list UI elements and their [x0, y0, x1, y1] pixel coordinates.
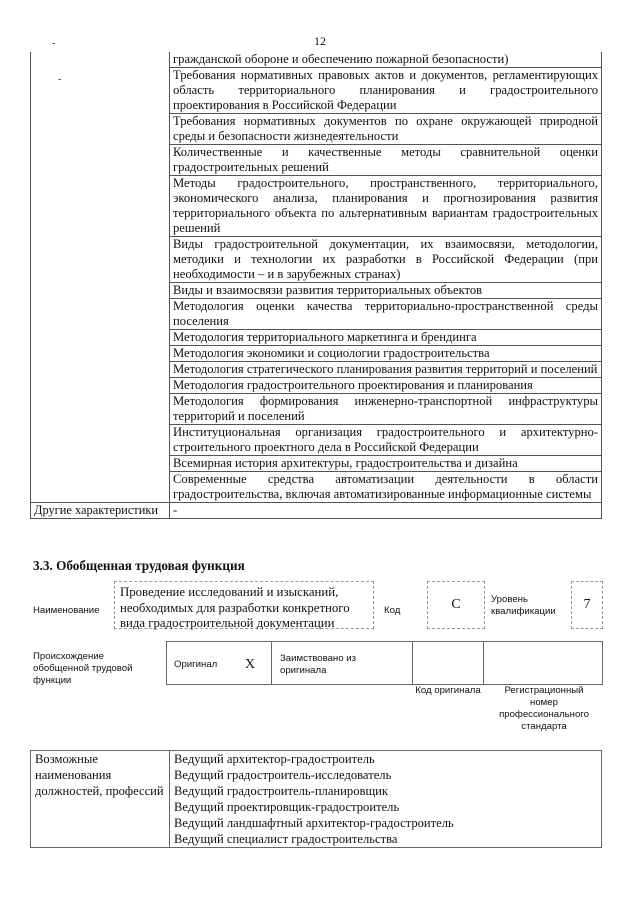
position-title: Ведущий градостроитель-исследователь [174, 768, 392, 782]
titles-table [30, 750, 602, 848]
position-title: Ведущий градостроитель-планировщик [174, 784, 389, 798]
knowledge-label-cell [31, 145, 170, 176]
titles-list [170, 751, 602, 848]
position-title: Ведущий специалист градостроительства [174, 832, 398, 846]
knowledge-table [30, 52, 602, 519]
origin-label: Происхождение обобщенной трудовой функции [33, 651, 133, 686]
knowledge-row [31, 176, 602, 237]
knowledge-row [31, 472, 602, 503]
knowledge-item: Методы градостроительного, пространственного, территориального, экономического анализа, планирования и прогнозирования развития территориального объекта по альтернативным вариантам градостроительных решений [170, 176, 602, 237]
margin-mark: - [52, 38, 56, 49]
other-characteristics-row [31, 503, 602, 519]
knowledge-label-cell [31, 237, 170, 283]
knowledge-label-cell [31, 283, 170, 299]
knowledge-label-cell [31, 299, 170, 330]
knowledge-row [31, 299, 602, 330]
knowledge-row [31, 346, 602, 362]
knowledge-row [31, 425, 602, 456]
level-label: Уровень квалификации [491, 594, 556, 617]
knowledge-row [31, 394, 602, 425]
knowledge-row [31, 330, 602, 346]
knowledge-item: Институциональная организация градостроительного и архитектурно-строительного проектного дела в Российской Федерации [170, 425, 602, 456]
borrowed-label: Заимствовано из оригинала [280, 653, 356, 676]
knowledge-row [31, 362, 602, 378]
code-label: Код [384, 605, 401, 616]
other-characteristics-value: - [170, 503, 602, 519]
position-title: Ведущий проектировщик-градостроитель [174, 800, 400, 814]
knowledge-label-cell [31, 472, 170, 503]
registration-caption: Регистрационный номер профессионального стандарта [499, 685, 589, 732]
knowledge-item: Виды градостроительной документации, их взаимосвязи, методологии, методики и технологии их разработки в Российской Федерации (при необходимости – и в зарубежных странах) [170, 237, 602, 283]
knowledge-item: Современные средства автоматизации деятельности в области градостроительства, включая автоматизированные информационные системы [170, 472, 602, 503]
knowledge-label-cell [31, 330, 170, 346]
section-title: 3.3. Обобщенная трудовая функция [33, 558, 245, 573]
code-value: C [451, 597, 461, 612]
function-name: Проведение исследований и изысканий, необходимых для разработки конкретного вида градостроительной документации [120, 585, 350, 630]
knowledge-item: Методология оценки качества территориально-пространственной среды поселения [170, 299, 602, 330]
knowledge-label-cell [31, 394, 170, 425]
knowledge-row [31, 378, 602, 394]
knowledge-label-cell [31, 346, 170, 362]
margin-mark: - [58, 74, 62, 85]
name-label: Наименование [33, 605, 100, 616]
knowledge-label-cell [31, 52, 170, 68]
knowledge-label-cell [31, 68, 170, 114]
knowledge-item: Методология градостроительного проектирования и планирования [170, 378, 602, 394]
knowledge-item: Методология территориального маркетинга и брендинга [170, 330, 602, 346]
registration-number-box [483, 641, 603, 685]
knowledge-item: Требования нормативных документов по охране окружающей природной среды и безопасности жизнедеятельности [170, 114, 602, 145]
knowledge-item: Всемирная история архитектуры, градостроительства и дизайна [170, 456, 602, 472]
knowledge-label-cell [31, 378, 170, 394]
level-value: 7 [583, 597, 591, 612]
original-mark: X [244, 657, 256, 672]
knowledge-row [31, 145, 602, 176]
knowledge-label-cell [31, 362, 170, 378]
knowledge-row [31, 114, 602, 145]
knowledge-label-cell [31, 114, 170, 145]
knowledge-label-cell [31, 176, 170, 237]
page-number: 12 [314, 34, 326, 48]
original-label: Оригинал [174, 659, 218, 670]
knowledge-item: Требования нормативных правовых актов и документов, регламентирующих область территориального планирования и градостроительного проектирования в Российской Федерации [170, 68, 602, 114]
knowledge-item: Виды и взаимосвязи развития территориальных объектов [170, 283, 602, 299]
knowledge-row [31, 68, 602, 114]
knowledge-row [31, 456, 602, 472]
titles-label: Возможные наименования должностей, профессий [31, 751, 170, 848]
knowledge-item: Методология формирования инженерно-транспортной инфраструктуры территорий и поселений [170, 394, 602, 425]
knowledge-row [31, 52, 602, 68]
position-title: Ведущий ландшафтный архитектор-градостроитель [174, 816, 454, 830]
knowledge-item: Количественные и качественные методы сравнительной оценки градостроительных решений [170, 145, 602, 176]
knowledge-row [31, 237, 602, 283]
position-title: Ведущий архитектор-градостроитель [174, 752, 375, 766]
knowledge-item: гражданской обороне и обеспечению пожарной безопасности) [170, 52, 602, 68]
knowledge-label-cell [31, 425, 170, 456]
knowledge-row [31, 283, 602, 299]
other-characteristics-label: Другие характеристики [31, 503, 170, 519]
original-code-box [412, 641, 484, 685]
knowledge-item: Методология экономики и социологии градостроительства [170, 346, 602, 362]
knowledge-label-cell [31, 456, 170, 472]
code-caption: Код оригинала [415, 685, 481, 696]
knowledge-item: Методология стратегического планирования развития территорий и поселений [170, 362, 602, 378]
